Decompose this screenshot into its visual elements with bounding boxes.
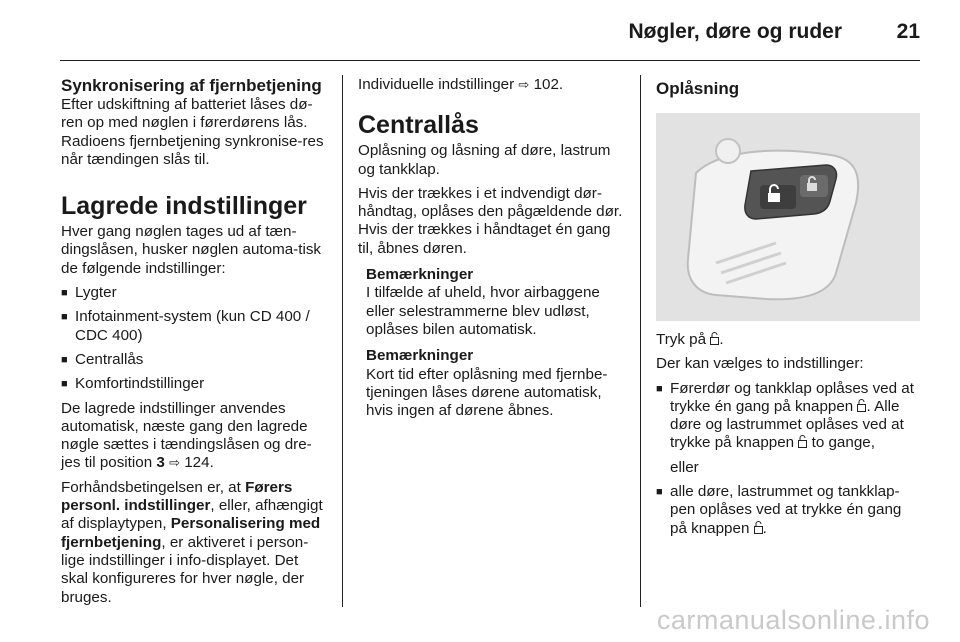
heading-lagrede: Lagrede indstillinger bbox=[61, 192, 307, 221]
note-text: I tilfælde af uheld, hvor airbaggene eller selestrammerne blev udløst, oplåses bilen automatisk. bbox=[366, 284, 600, 338]
watermark: carmanualsonline.info bbox=[656, 605, 930, 635]
list-item: ■ Infotainment-system (kun CD 400 / CDC 400) bbox=[61, 308, 310, 344]
unlock-options-list bbox=[656, 380, 922, 538]
paragraph-lagrede: Hver gang nøglen tages ud af tæn-dingslåsen, husker nøglen automa-tisk de følgende indstillinger: bbox=[61, 223, 322, 277]
list-item-or: eller bbox=[670, 458, 699, 476]
position-value: 3 bbox=[156, 454, 165, 472]
page-title: Nøgler, døre og ruder bbox=[628, 20, 842, 43]
note-heading: Bemærkninger bbox=[366, 266, 474, 284]
bullet-icon: ■ bbox=[61, 311, 68, 324]
list-item: ■ Førerdør og tankklap oplåses ved at trykke én gang på knappen . Alle døre og lastrummet oplåses ved at trykke på knappen to gange, eller bbox=[656, 380, 922, 477]
padlock-open-icon bbox=[798, 435, 807, 448]
paragraph-individual: Individuelle indstillinger ⇨ 102. bbox=[358, 76, 564, 93]
list-item: ■ Komfortindstillinger bbox=[61, 375, 205, 393]
key-fob-illustration bbox=[656, 113, 920, 321]
bullet-icon: ■ bbox=[61, 287, 68, 300]
arrow-right-icon: ⇨ bbox=[169, 455, 180, 471]
padlock-open-icon bbox=[710, 332, 719, 345]
list-item: ■ alle døre, lastrummet og tankklap-pen oplåses ved at trykke én gang på knappen . bbox=[656, 483, 902, 537]
list-item: ■ Lygter bbox=[61, 284, 117, 302]
stored-settings-list bbox=[61, 284, 329, 393]
page-number: 21 bbox=[896, 20, 920, 43]
paragraph-auto: De lagrede indstillinger anvendes automatisk, næste gang den lagrede nøgle sættes i tændingslåsen og dre-jes til position 3 ⇨ 124. bbox=[61, 399, 312, 472]
heading-sync: Synkronisering af fjernbetjening bbox=[61, 76, 322, 95]
note-airbag bbox=[366, 266, 628, 339]
heading-central: Centrallås bbox=[358, 111, 479, 140]
paragraph-pull: Hvis der trækkes i et indvendigt dør-håndtag, oplåses den pågældende dør. Hvis der trækkes i håndtaget én gang til, åbnes døren. bbox=[358, 184, 623, 257]
arrow-right-icon: ⇨ bbox=[518, 77, 530, 92]
heading-unlock: Oplåsning bbox=[656, 79, 740, 98]
page-reference[interactable]: 124. bbox=[184, 454, 214, 472]
note-heading: Bemærkninger bbox=[366, 347, 474, 365]
column-right bbox=[656, 76, 922, 544]
column-divider bbox=[342, 75, 343, 607]
page-reference[interactable]: 102. bbox=[533, 76, 564, 93]
note-text: Kort tid efter oplåsning med fjernbe-tjeningen låses dørene automatisk, hvis ingen af dørene åbnes. bbox=[366, 365, 608, 420]
key-fob-image bbox=[656, 113, 920, 321]
list-item: ■ Centrallås bbox=[61, 350, 144, 368]
column-left bbox=[61, 76, 329, 613]
column-middle bbox=[358, 76, 628, 426]
paragraph-central: Oplåsning og låsning af døre, lastrum og tankklap. bbox=[358, 142, 611, 178]
column-divider bbox=[640, 75, 641, 607]
paragraph-press: Tryk på . bbox=[656, 331, 724, 348]
bullet-icon: ■ bbox=[61, 353, 68, 366]
page-header bbox=[60, 14, 920, 61]
note-autolock bbox=[366, 347, 628, 420]
paragraph-two-settings: Der kan vælges to indstillinger: bbox=[656, 355, 864, 373]
paragraph-precondition: Forhåndsbetingelsen er, at Førers personl. indstillinger, eller, afhængigt af displaytypen, Personalisering med fjernbetjening, er aktiveret i person-lige indstillinger i info-displayet. Det skal konfigureres for hver nøgle, der bruges. bbox=[61, 478, 323, 606]
bullet-icon: ■ bbox=[656, 486, 663, 499]
padlock-open-icon bbox=[754, 521, 763, 534]
bullet-icon: ■ bbox=[656, 382, 663, 395]
paragraph-sync: Efter udskiftning af batteriet låses dø-ren op med nøglen i førerdørens lås. Radioens fjernbetjening synkronise-res når tændingen slås til. bbox=[61, 96, 324, 168]
bullet-icon: ■ bbox=[61, 378, 68, 391]
